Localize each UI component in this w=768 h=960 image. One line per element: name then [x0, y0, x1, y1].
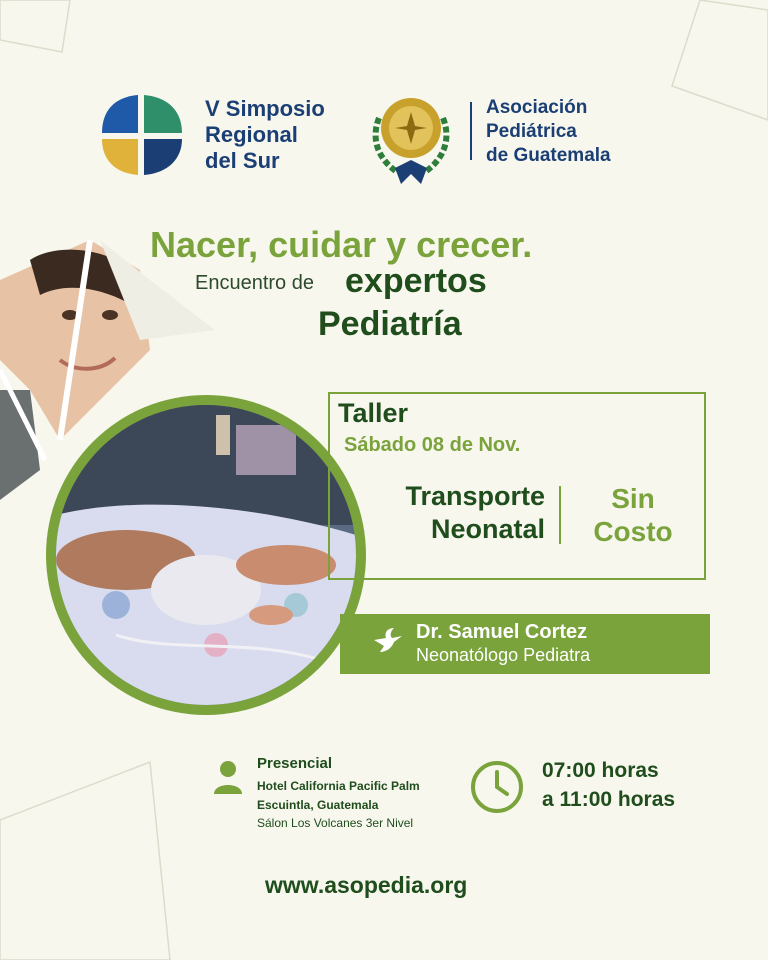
speaker-name: Dr. Samuel Cortez	[416, 621, 588, 643]
venue-address: Hotel California Pacific Palm Escuintla, Guatemala	[257, 779, 420, 812]
website-link[interactable]: www.asopedia.org	[265, 872, 468, 898]
association-name: Asociación Pediátrica de Guatemala	[486, 97, 611, 166]
event-time: 07:00 horas a 11:00 horas	[542, 759, 676, 811]
event-date: Sábado 08 de Nov.	[344, 434, 521, 456]
event-topic: Transporte Neonatal	[405, 481, 545, 544]
location-mode: Presencial	[257, 755, 333, 772]
headline-expertos: expertos	[345, 262, 487, 300]
headline-main: Nacer, cuidar y crecer.	[150, 224, 533, 265]
hummingbird-icon	[372, 626, 404, 658]
clock-icon	[470, 760, 524, 814]
headline-pediatria: Pediatría	[318, 305, 462, 343]
symposium-title: V Simposio Regional del Sur	[205, 96, 325, 173]
person-icon	[212, 760, 244, 796]
event-cost: Sin Costo	[593, 483, 673, 547]
speaker-role: Neonatólogo Pediatra	[416, 645, 591, 665]
topic-divider	[559, 486, 561, 544]
event-type: Taller	[338, 398, 409, 428]
seal-logo-icon	[365, 88, 457, 186]
venue-room: Sálon Los Volcanes 3er Nivel	[257, 816, 414, 830]
neonatal-photo	[56, 405, 356, 705]
cross-logo-icon	[100, 93, 184, 177]
logo-divider	[470, 102, 472, 160]
headline-prefix: Encuentro de	[195, 272, 314, 294]
